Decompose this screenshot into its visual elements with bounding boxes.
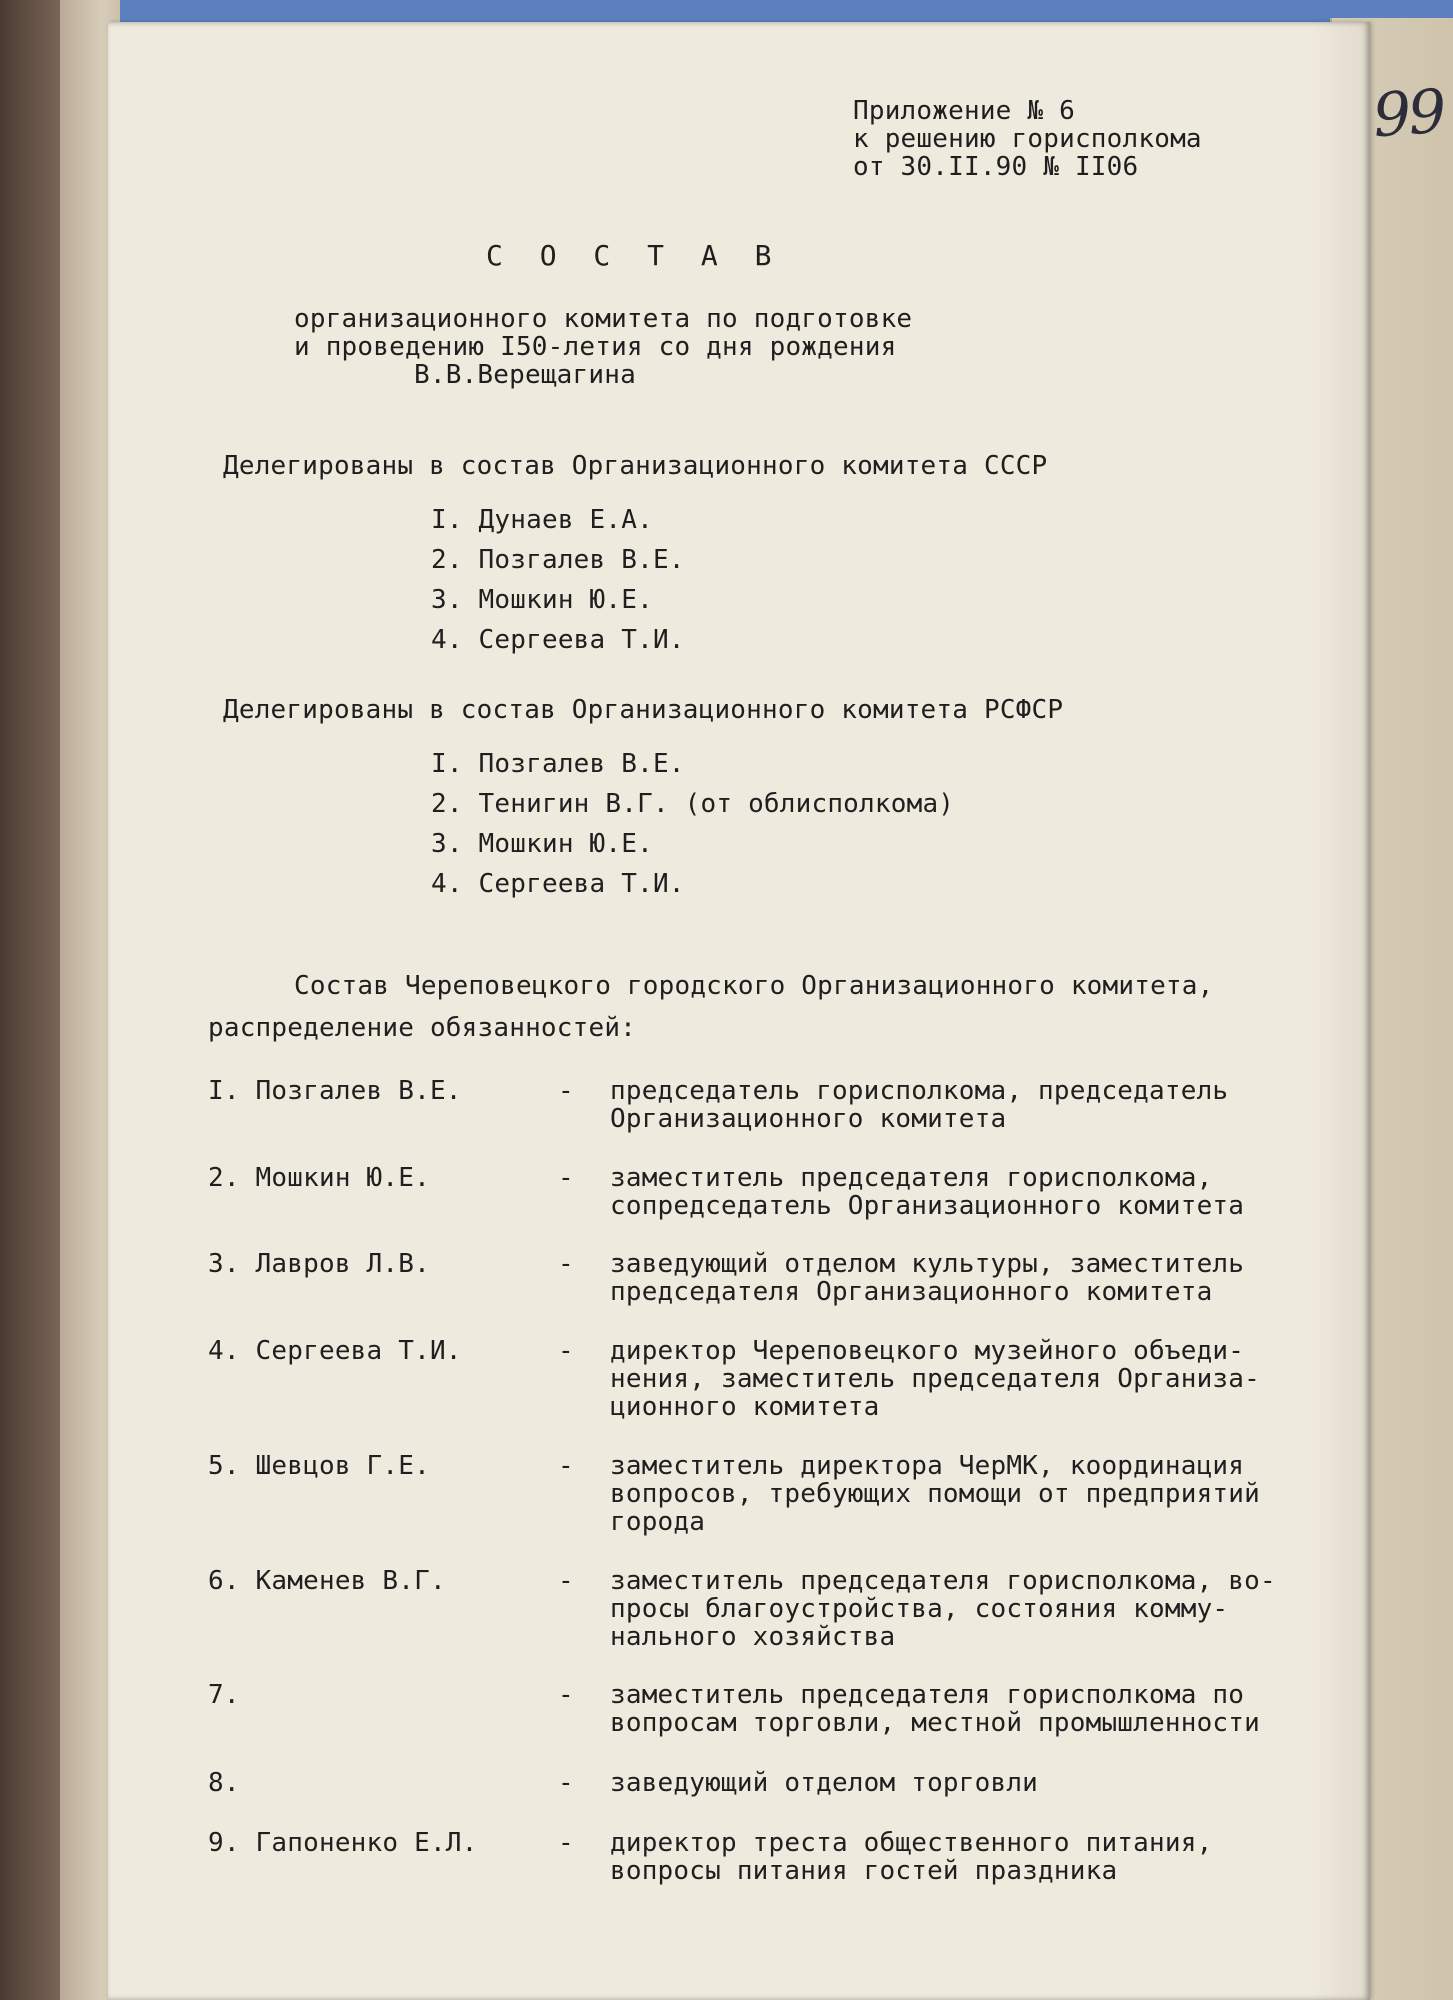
heading-subtitle-2: и проведению I50-летия со дня рождения [294,332,897,362]
dash-separator: - [558,1163,574,1193]
committee-member-name: 4. Сергеева Т.И. [208,1336,462,1366]
annex-line-3: от 30.II.90 № II06 [853,152,1139,182]
committee-member-duty: директор Череповецкого музейного объеди- [610,1336,1245,1366]
dash-separator: - [558,1076,574,1106]
committee-member-duty: заведующий отделом культуры, заместитель [610,1249,1245,1279]
committee-member-name: I. Позгалев В.Е. [208,1076,462,1106]
dash-separator: - [558,1680,574,1710]
committee-member-name: 3. Лавров Л.В. [208,1249,430,1279]
committee-member-duty: заместитель председателя горисполкома, во- [610,1566,1276,1596]
committee-member-duty: сопредседатель Организационного комитета [610,1191,1245,1221]
committee-member-duty: заместитель председателя горисполкома, [610,1163,1213,1193]
rsfsr-member: 3. Мошкин Ю.Е. [431,829,653,859]
committee-member-duty: просы благоустройства, состояния комму- [610,1594,1229,1624]
ussr-member: 2. Позгалев В.Е. [431,545,685,575]
committee-member-duty: председатель горисполкома, председатель [610,1076,1229,1106]
local-section-header-1: Состав Череповецкого городского Организационного комитета, [294,971,1214,1001]
ussr-member: 3. Мошкин Ю.Е. [431,585,653,615]
annex-line-2: к решению горисполкома [853,124,1202,154]
dash-separator: - [558,1566,574,1596]
annex-line-1: Приложение № 6 [853,96,1075,126]
committee-member-name: 6. Каменев В.Г. [208,1566,446,1596]
committee-member-duty: вопросам торговли, местной промышленности [610,1708,1260,1738]
committee-member-duty: заместитель председателя горисполкома по [610,1680,1245,1710]
rsfsr-member: 2. Тенигин В.Г. (от облисполкома) [431,789,955,819]
committee-member-name: 8. [208,1768,240,1798]
committee-member-name: 5. Шевцов Г.Е. [208,1451,430,1481]
dash-separator: - [558,1451,574,1481]
dash-separator: - [558,1828,574,1858]
handwritten-page-number: 99 [1370,76,1446,152]
committee-member-duty: ционного комитета [610,1392,880,1422]
committee-member-duty: города [610,1507,706,1537]
dash-separator: - [558,1249,574,1279]
heading-subtitle-1: организационного комитета по подготовке [294,304,913,334]
ussr-member: 4. Сергеева Т.И. [431,625,685,655]
ussr-member: I. Дунаев Е.А. [431,505,653,535]
dash-separator: - [558,1336,574,1366]
committee-member-duty: заместитель директора ЧерМК, координация [610,1451,1245,1481]
committee-member-duty: вопросов, требующих помощи от предприятий [610,1479,1260,1509]
rsfsr-member: I. Позгалев В.Е. [431,749,685,779]
committee-member-duty: нения, заместитель председателя Организа- [610,1364,1260,1394]
local-section-header-2: распределение обязанностей: [208,1013,637,1043]
dash-separator: - [558,1768,574,1798]
committee-member-name: 9. Гапоненко Е.Л. [208,1828,478,1858]
committee-member-name: 2. Мошкин Ю.Е. [208,1163,430,1193]
committee-member-name: 7. [208,1680,240,1710]
rsfsr-section-header: Делегированы в состав Организационного комитета РСФСР [223,695,1064,725]
ussr-section-header: Делегированы в состав Организационного комитета СССР [223,451,1048,481]
document-page [108,22,1446,2000]
rsfsr-member: 4. Сергеева Т.И. [431,869,685,899]
committee-member-duty: Организационного комитета [610,1104,1007,1134]
committee-member-duty: председателя Организационного комитета [610,1277,1213,1307]
committee-member-duty: заведующий отделом торговли [610,1768,1039,1798]
heading-subtitle-3: В.В.Верещагина [414,360,636,390]
committee-member-duty: вопросы питания гостей праздника [610,1856,1118,1886]
document-title: С О С Т А В [486,239,782,272]
committee-member-duty: директор треста общественного питания, [610,1828,1213,1858]
committee-member-duty: нального хозяйства [610,1622,896,1652]
